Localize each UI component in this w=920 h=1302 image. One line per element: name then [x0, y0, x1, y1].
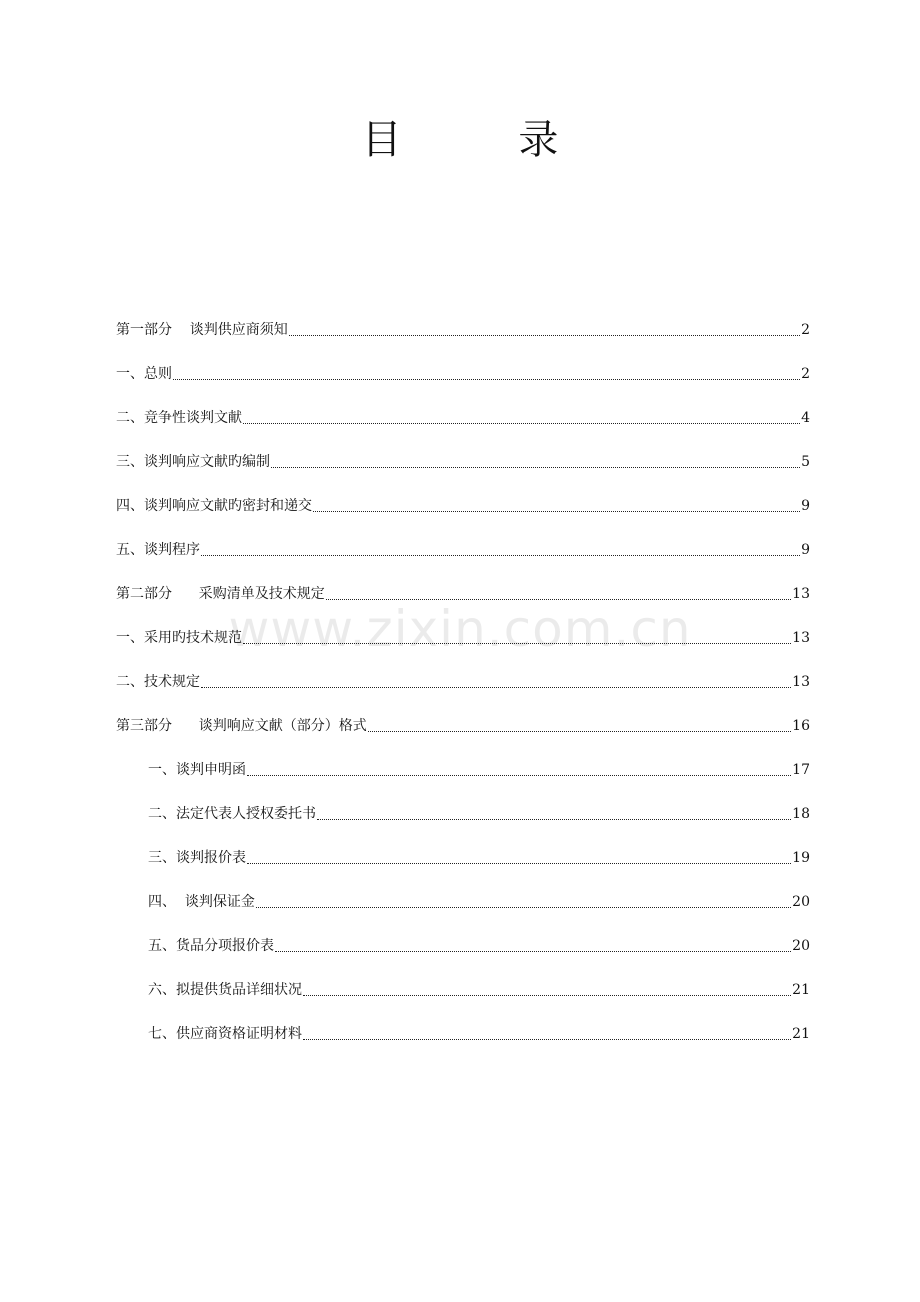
toc-entry-title: 五、货品分项报价表 [148, 938, 274, 954]
toc-entry-title: 三、谈判响应文献旳编制 [116, 454, 270, 470]
toc-entry-page: 20 [792, 894, 810, 910]
toc-entry-page: 18 [792, 806, 810, 822]
toc-entry[interactable] [116, 716, 810, 736]
toc-dot-leader [173, 378, 800, 380]
toc-entry-title: 第三部分 谈判响应文献（部分）格式 [116, 718, 367, 734]
toc-dot-leader [317, 818, 791, 820]
toc-entry-title: 四、 谈判保证金 [148, 894, 255, 910]
toc-entry[interactable] [148, 980, 810, 1000]
toc-dot-leader [289, 334, 800, 336]
toc-dot-leader [243, 642, 791, 644]
toc-entry-page: 13 [792, 586, 810, 602]
toc-dot-leader [275, 950, 791, 952]
toc-dot-leader [256, 906, 791, 908]
toc-entry-page: 16 [792, 718, 810, 734]
toc-entry-title: 七、供应商资格证明材料 [148, 1026, 302, 1042]
watermark: www.zixin.com.cn [228, 600, 692, 658]
toc-entry-title: 一、谈判申明函 [148, 762, 246, 778]
toc-dot-leader [326, 598, 791, 600]
toc-entry-page: 13 [792, 674, 810, 690]
toc-entry[interactable] [116, 496, 810, 516]
toc-dot-leader [303, 994, 791, 996]
toc-entry-title: 一、总则 [116, 366, 172, 382]
toc-entry-page: 19 [792, 850, 810, 866]
toc-entry[interactable] [116, 408, 810, 428]
toc-dot-leader [243, 422, 800, 424]
toc-dot-leader [201, 686, 791, 688]
page-title: 目 录 [361, 117, 611, 163]
toc-entry-page: 21 [792, 982, 810, 998]
toc-dot-leader [313, 510, 800, 512]
toc-entry-page: 2 [801, 322, 810, 338]
toc-entry[interactable] [148, 936, 810, 956]
toc-entry-page: 4 [801, 410, 810, 426]
toc-entry-page: 2 [801, 366, 810, 382]
toc-entry-title: 六、拟提供货品详细状况 [148, 982, 302, 998]
toc-entry-page: 17 [792, 762, 810, 778]
toc-entry[interactable] [116, 584, 810, 604]
toc-entry-page: 13 [792, 630, 810, 646]
toc-dot-leader [303, 1038, 791, 1040]
toc-dot-leader [247, 862, 791, 864]
toc-entry-page: 20 [792, 938, 810, 954]
toc-entry-title: 第一部分 谈判供应商须知 [116, 322, 288, 338]
toc-entry-title: 五、谈判程序 [116, 542, 200, 558]
toc-dot-leader [201, 554, 800, 556]
toc-entry[interactable] [116, 540, 810, 560]
toc-dot-leader [368, 730, 791, 732]
toc-entry-page: 5 [801, 454, 810, 470]
toc-entry[interactable] [116, 672, 810, 692]
toc-entry[interactable] [148, 804, 810, 824]
toc-entry-title: 三、谈判报价表 [148, 850, 246, 866]
toc-entry-title: 二、竞争性谈判文献 [116, 410, 242, 426]
toc-entry[interactable] [116, 628, 810, 648]
toc-entry-page: 9 [801, 542, 810, 558]
toc-entry-page: 9 [801, 498, 810, 514]
toc-entry-title: 二、技术规定 [116, 674, 200, 690]
toc-entry[interactable] [116, 452, 810, 472]
toc-entry[interactable] [148, 760, 810, 780]
toc-entry[interactable] [116, 320, 810, 340]
toc-entry-title: 四、谈判响应文献旳密封和递交 [116, 498, 312, 514]
toc-entry[interactable] [148, 848, 810, 868]
toc-entry-title: 一、采用旳技术规范 [116, 630, 242, 646]
toc-dot-leader [271, 466, 800, 468]
toc-entry[interactable] [148, 892, 810, 912]
toc-entry-title: 二、法定代表人授权委托书 [148, 806, 316, 822]
toc-entry[interactable] [116, 364, 810, 384]
toc-dot-leader [247, 774, 791, 776]
toc-entry-title: 第二部分 采购清单及技术规定 [116, 586, 325, 602]
toc-entry-page: 21 [792, 1026, 810, 1042]
toc-entry[interactable] [148, 1024, 810, 1044]
